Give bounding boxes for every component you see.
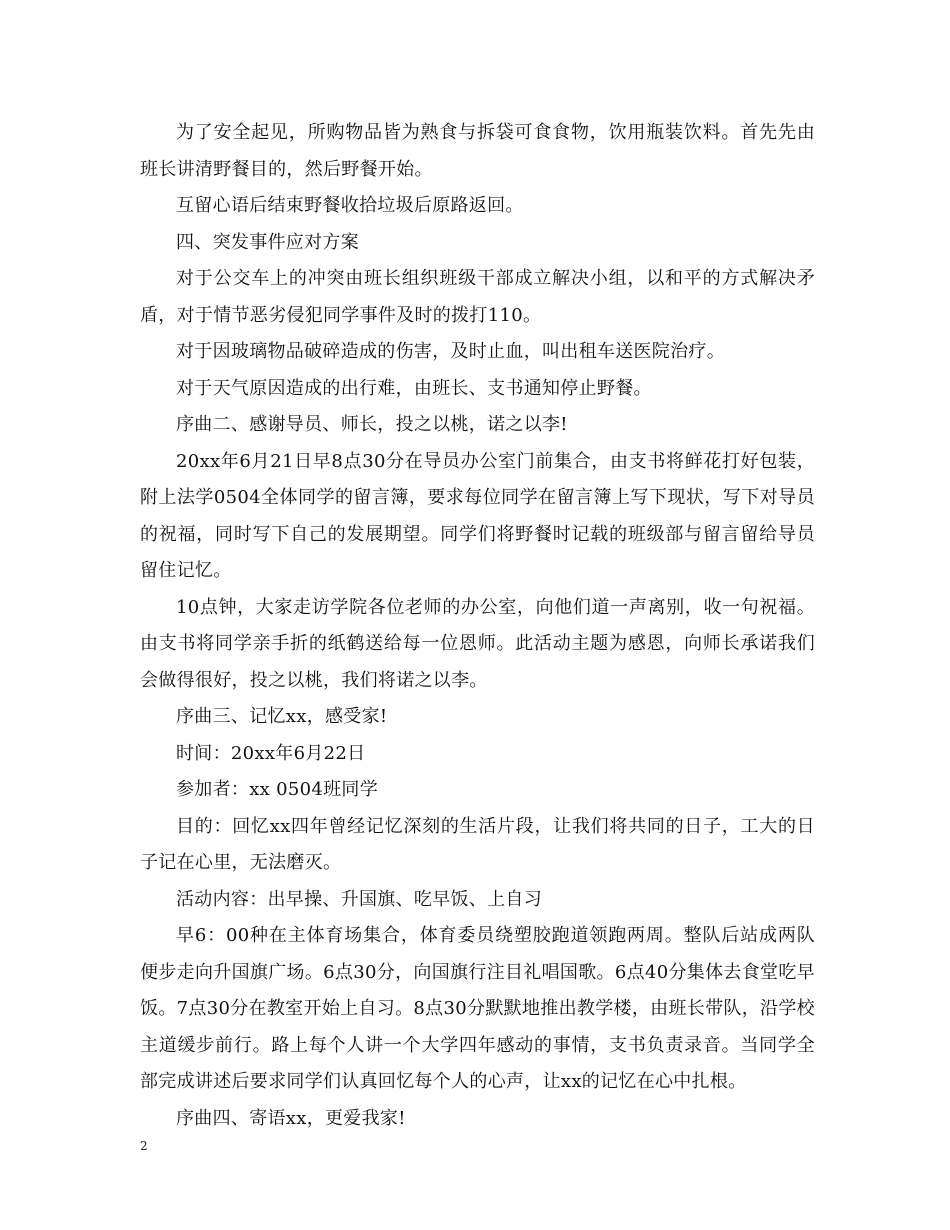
section-heading-prelude-four: 序曲四、寄语xx，更爱我家! (176, 1107, 406, 1129)
paragraph-return: 互留心语后结束野餐收拾垃圾后原路返回。 (176, 195, 524, 216)
section-heading-emergency: 四、突发事件应对方案 (176, 231, 359, 253)
paragraph-safety-food: 为了安全起见，所购物品皆为熟食与拆袋可食食物，饮用瓶装饮料。首先先由班长讲清野餐目的，然后野餐开始。 (140, 122, 815, 180)
paragraph-teacher-visit: 10点钟，大家走访学院各位老师的办公室，向他们道一声离别，收一句祝福。由支书将同学亲手折的纸鹤送给每一位恩师。此活动主题为感恩，向师长承诺我们会做得很好，投之以桃，我们将诺之以李。 (140, 596, 815, 691)
paragraph-schedule: 早6：00种在主体育场集合，体育委员绕塑胶跑道领跑两周。整队后站成两队便步走向升国旗广场。6点30分，向国旗行注目礼唱国歌。6点40分集体去食堂吃早饭。7点30分在教室开始上自习。8点30分默默地推出教学楼，由班长带队，沿学校主道缓步前行。路上每个人讲一个大学四年感动的事情，支书负责录音。当同学全部完成讲述后要求同学们认真回忆每个人的心声，让xx的记忆在心中扎根。 (140, 925, 815, 1092)
paragraph-weather: 对于天气原因造成的出行难，由班长、支书通知停止野餐。 (176, 377, 652, 399)
paragraph-purpose: 目的：回忆xx四年曾经记忆深刻的生活片段，让我们将共同的日子，工大的日子记在心里，无法磨灭。 (140, 815, 815, 873)
page-number: 2 (140, 1139, 148, 1153)
document-body (140, 115, 815, 1137)
paragraph-time: 时间：20xx年6月22日 (176, 742, 366, 764)
paragraph-bus-conflict: 对于公交车上的冲突由班长组织班级干部成立解决小组，以和平的方式解决矛盾，对于情节恶劣侵犯同学事件及时的拨打110。 (140, 268, 815, 326)
section-heading-prelude-two: 序曲二、感谢导员、师长，投之以桃，诺之以李! (176, 414, 568, 435)
paragraph-participants: 参加者：xx 0504班同学 (176, 779, 379, 800)
paragraph-activity-content: 活动内容：出早操、升国旗、吃早饭、上自习 (176, 888, 542, 910)
paragraph-gathering: 20xx年6月21日早8点30分在导员办公室门前集合，由支书将鲜花打好包装，附上法学0504全体同学的留言簿，要求每位同学在留言簿上写下现状，写下对导员的祝福，同时写下自己的发展期望。同学们将野餐时记载的班级部与留言留给导员留住记忆。 (140, 450, 815, 581)
paragraph-glass-injury: 对于因玻璃物品破碎造成的伤害，及时止血，叫出租车送医院治疗。 (176, 341, 725, 362)
section-heading-prelude-three: 序曲三、记忆xx，感受家! (176, 706, 388, 727)
